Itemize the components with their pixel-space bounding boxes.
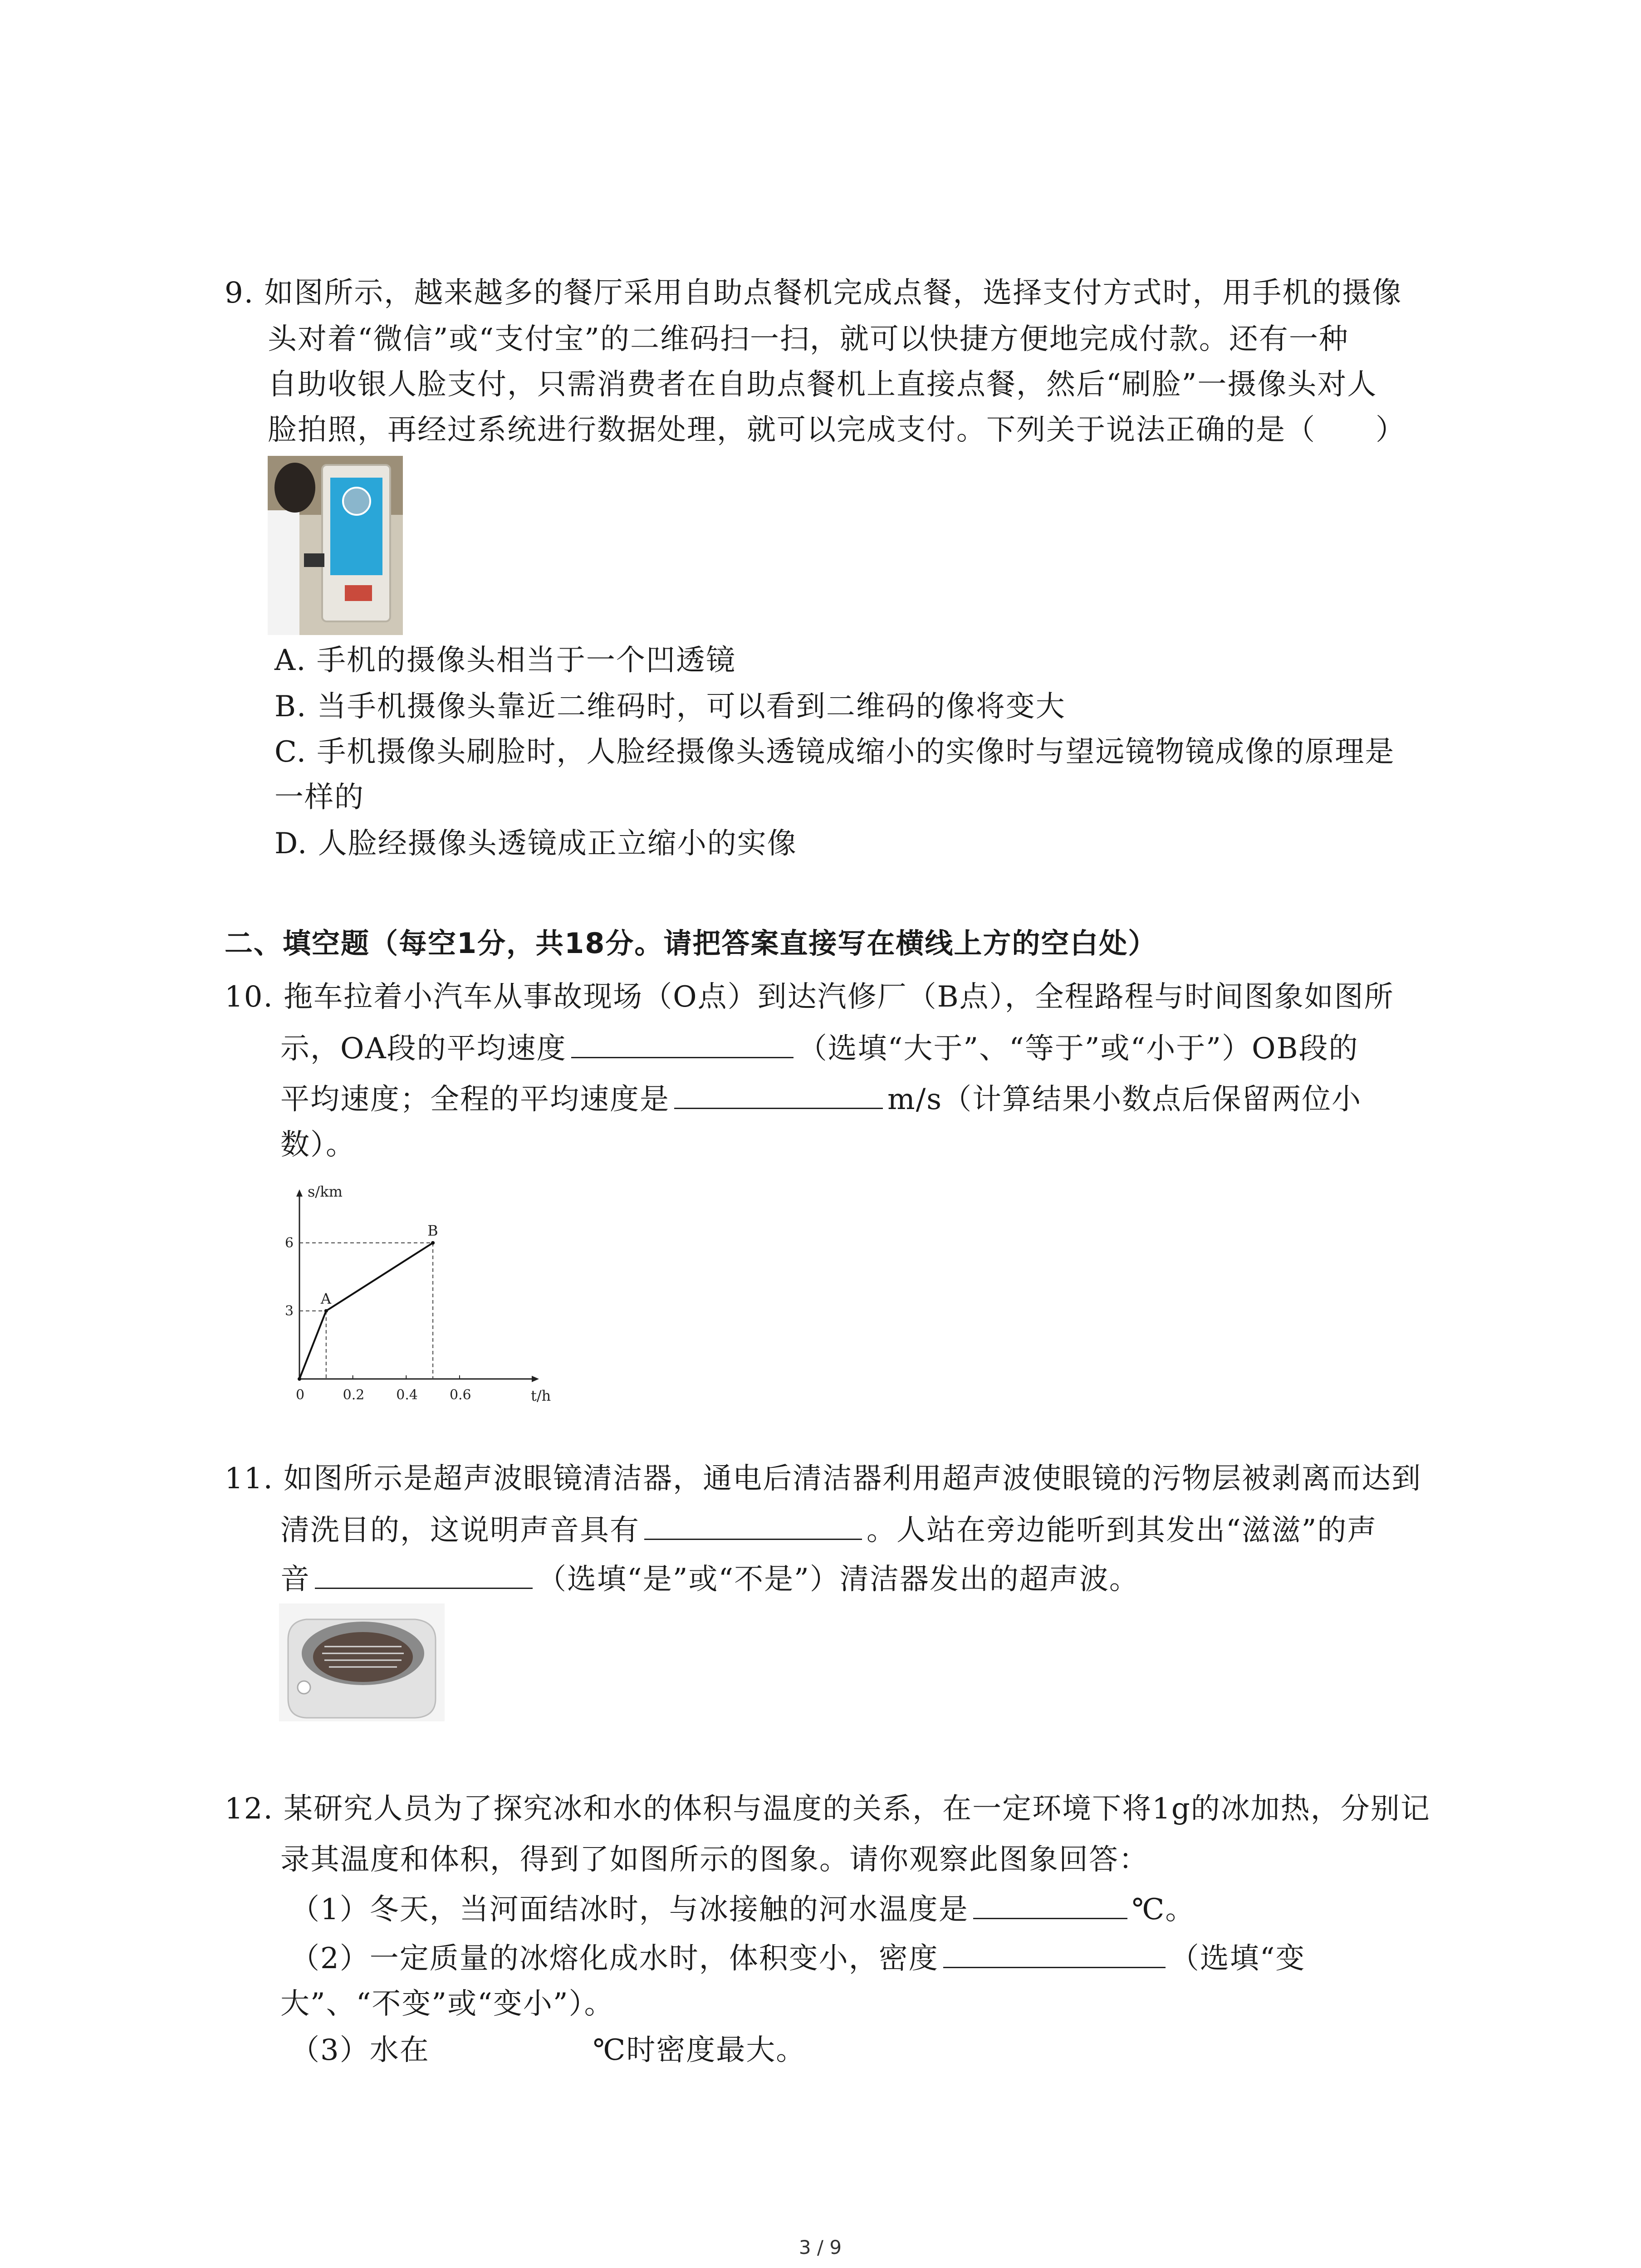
q12-line-5: 大”、“不变”或“变小”）。	[280, 1987, 614, 2021]
q12-line-4-text-a: （2）一定质量的冰熔化成水时，体积变小，密度	[290, 1942, 939, 1975]
q11-line-2-text-b: 。人站在旁边能听到其发出“滋滋”的声	[867, 1514, 1377, 1547]
q9-line-2: 头对着“微信”或“支付宝”的二维码扫一扫，就可以快捷方便地完成付款。还有一种	[268, 323, 1349, 356]
q12-answer-blank-2[interactable]	[943, 1940, 1166, 1968]
x-axis-arrow	[532, 1376, 539, 1382]
x-axis-label: t/h	[531, 1387, 551, 1404]
q10-answer-blank-2[interactable]	[674, 1080, 883, 1109]
y-tick-label: 3	[285, 1303, 294, 1319]
q12-line-1: 12. 某研究人员为了探究冰和水的体积与温度的关系，在一定环境下将1g的冰加热，分别记	[225, 1792, 1430, 1826]
q11-line-1: 11. 如图所示是超声波眼镜清洁器，通电后清洁器利用超声波使眼镜的污物层被剥离而达到	[225, 1462, 1422, 1496]
y-tick-label: 6	[285, 1235, 294, 1251]
data-point	[324, 1309, 328, 1313]
q9-option-b: B. 当手机摄像头靠近二维码时，可以看到二维码的像将变大	[274, 690, 1066, 723]
q9-option-c-line-1: C. 手机摄像头刷脸时，人脸经摄像头透镜成缩小的实像时与望远镜物镜成像的原理是	[274, 735, 1395, 769]
q9-option-c-line-2: 一样的	[274, 781, 364, 814]
q10-line-2	[280, 1030, 1359, 1067]
point-label-B: B	[427, 1222, 438, 1239]
q10-line-2-text-a: 示，OA段的平均速度	[280, 1032, 567, 1066]
q10-answer-blank-1[interactable]	[571, 1030, 794, 1058]
q12-line-4	[290, 1940, 1305, 1977]
q11-line-3	[280, 1560, 1139, 1598]
x-tick-label: 0.4	[396, 1387, 418, 1403]
q9-line-3: 自助收银人脸支付，只需消费者在自助点餐机上直接点餐，然后“刷脸”一摄像头对人	[268, 368, 1377, 401]
q12-line-3	[290, 1891, 1195, 1928]
q10-line-3-text-b: m/s（计算结果小数点后保留两位小	[887, 1083, 1362, 1116]
q9-line-1: 9. 如图所示，越来越多的餐厅采用自助点餐机完成点餐，选择支付方式时，用手机的摄像	[225, 276, 1402, 310]
y-axis-arrow	[296, 1189, 303, 1197]
x-tick-label: 0.6	[449, 1387, 471, 1403]
q10-line-4: 数）。	[280, 1128, 356, 1162]
q9-option-a: A. 手机的摄像头相当于一个凹透镜	[274, 644, 736, 677]
q11-line-3-text-b: （选填“是”或“不是”）清洁器发出的超声波。	[537, 1563, 1139, 1596]
q12-line-3-text-a: （1）冬天，当河面结冰时，与冰接触的河水温度是	[290, 1893, 969, 1926]
ultrasonic-cleaner-photo	[279, 1603, 445, 1721]
q11-line-3-text-a: 音	[280, 1563, 310, 1596]
q12-answer-blank-1[interactable]	[973, 1891, 1127, 1919]
q9-option-d: D. 人脸经摄像头透镜成正立缩小的实像	[274, 827, 797, 860]
q12-line-2: 录其温度和体积，得到了如图所示的图象。请你观察此图象回答：	[280, 1843, 1149, 1877]
q10-line-1: 10. 拖车拉着小汽车从事故现场（O点）到达汽修厂（B点），全程路程与时间图象如图所	[225, 980, 1394, 1014]
q12-line-4-text-b: （选填“变	[1170, 1942, 1306, 1975]
q12-line-3-text-b: ℃。	[1132, 1893, 1195, 1926]
q11-line-2	[280, 1511, 1377, 1549]
q12-line-6-text-b: ℃时密度最大。	[593, 2033, 806, 2067]
data-point	[298, 1377, 301, 1381]
q10-line-3-text-a: 平均速度；全程的平均速度是	[280, 1083, 670, 1116]
q10-line-2-text-b: （选填“大于”、“等于”或“小于”）OB段的	[798, 1032, 1359, 1066]
page-number: 3 / 9	[798, 2236, 842, 2258]
section-2-title: 二、填空题（每空1分，共18分。请把答案直接写在横线上方的空白处）	[225, 927, 1157, 960]
point-label-A: A	[320, 1290, 331, 1307]
x-tick-label: 0	[296, 1387, 305, 1403]
distance-time-chart	[272, 1179, 563, 1406]
q12-line-6-text-a: （3）水在	[290, 2033, 430, 2067]
q11-answer-blank-2[interactable]	[315, 1560, 533, 1589]
data-point	[431, 1241, 435, 1245]
q12-line-6	[290, 2032, 806, 2068]
q11-answer-blank-1[interactable]	[644, 1511, 862, 1540]
x-tick-label: 0.2	[343, 1387, 365, 1403]
q11-line-2-text-a: 清洗目的，这说明声音具有	[280, 1514, 640, 1547]
q9-line-4: 脸拍照，再经过系统进行数据处理，就可以完成支付。下列关于说法正确的是（ ）	[268, 413, 1406, 447]
kiosk-photo	[268, 456, 403, 635]
y-axis-label: s/km	[308, 1183, 343, 1200]
q10-line-3	[280, 1080, 1362, 1118]
